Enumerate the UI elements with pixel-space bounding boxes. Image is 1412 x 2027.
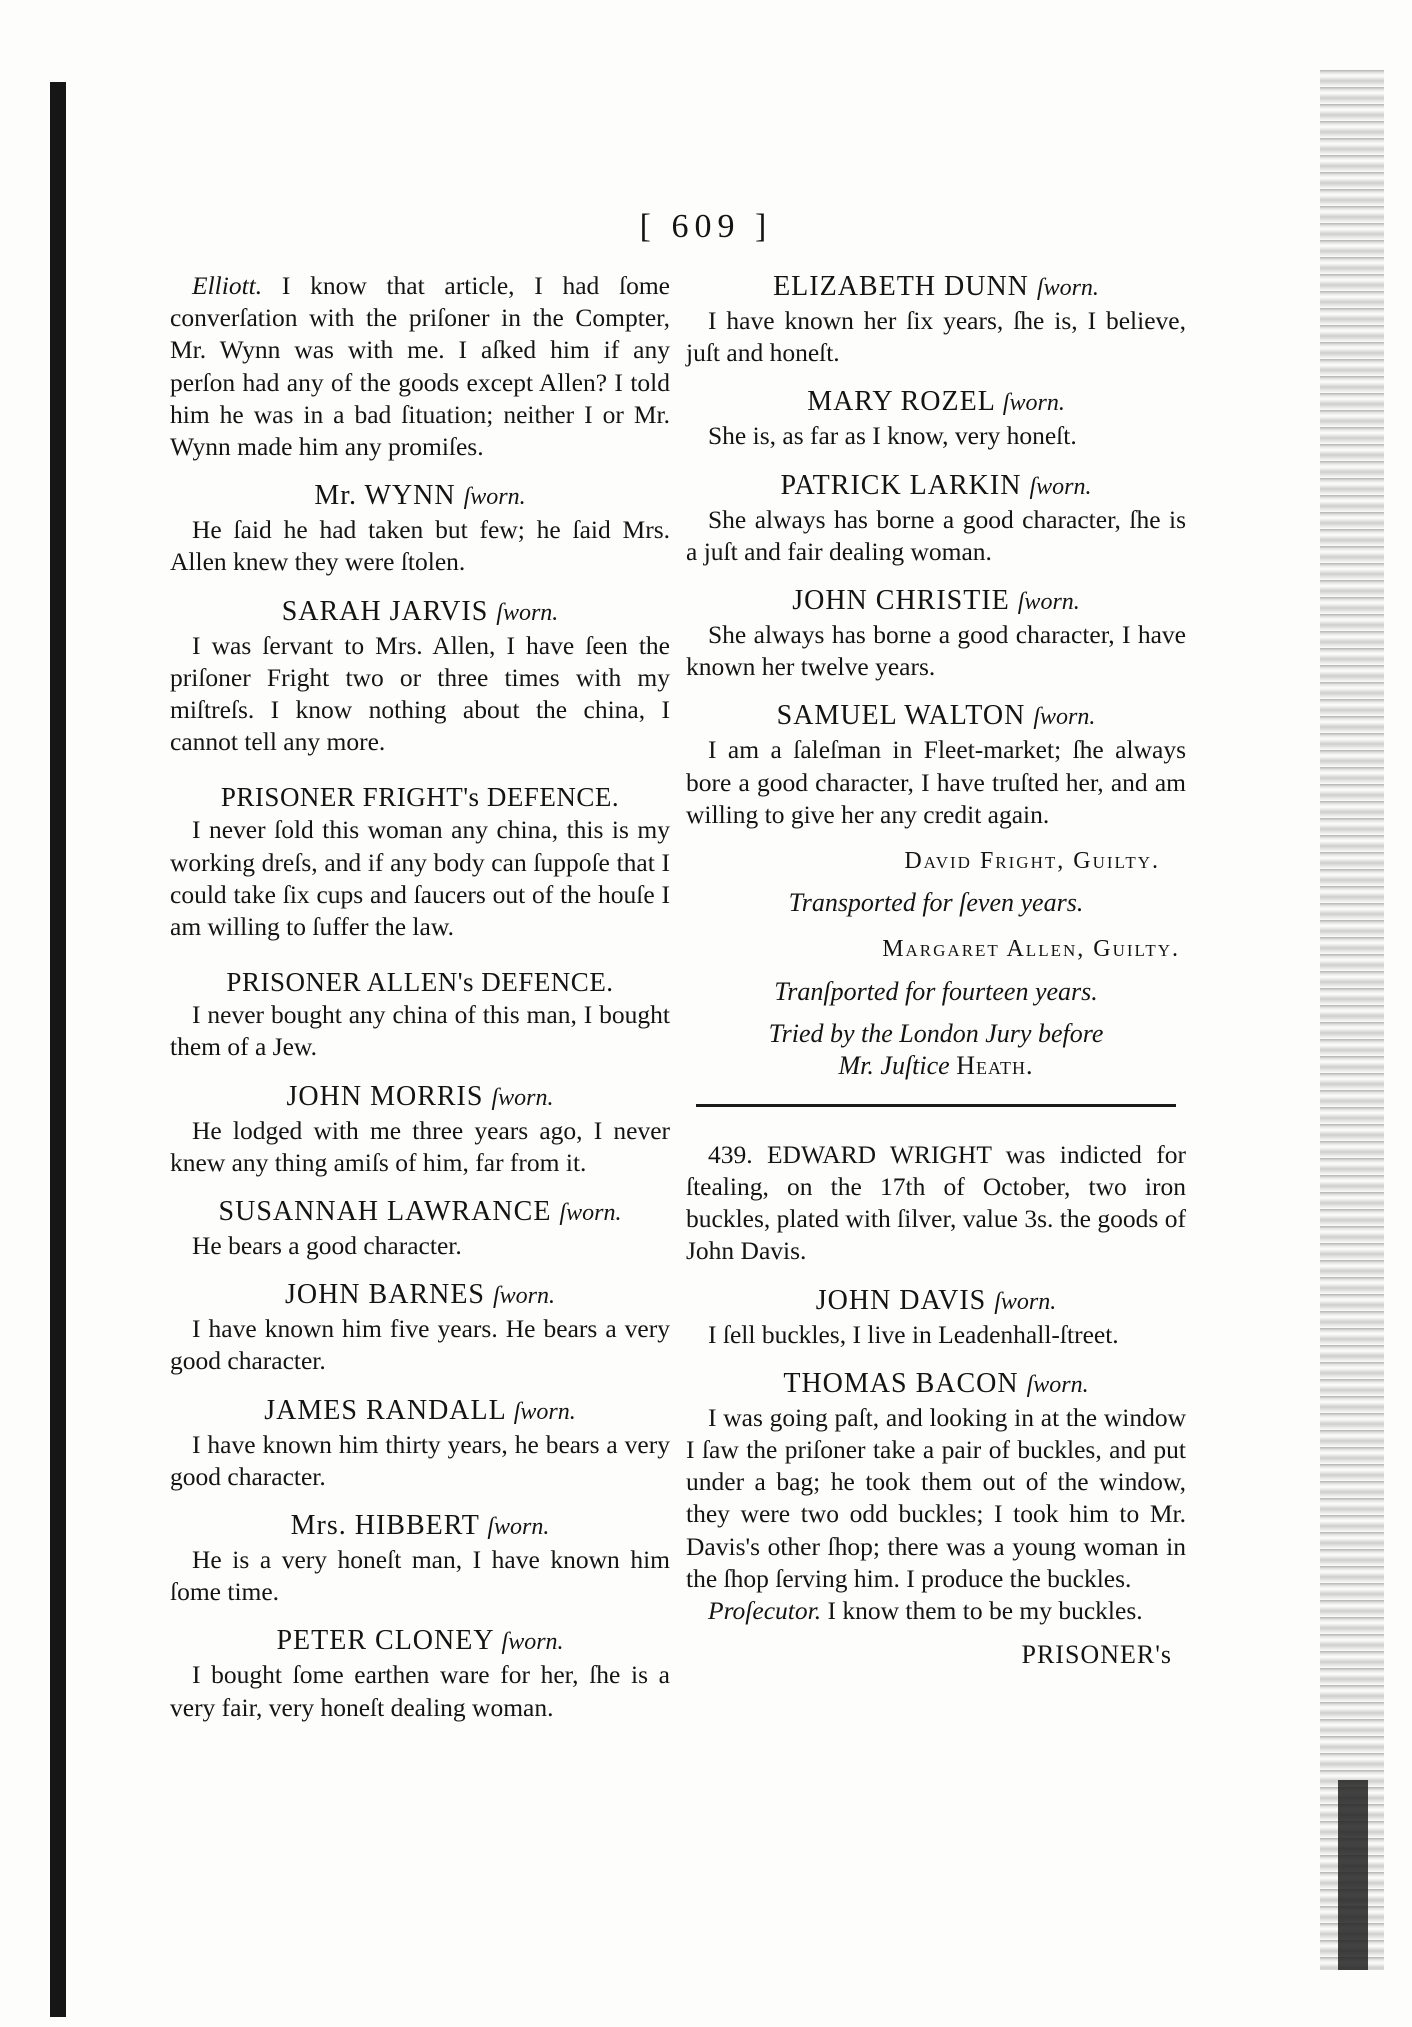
sentence-fright: Transported for ſeven years. [788, 888, 1084, 918]
judge-name: Heath. [956, 1050, 1034, 1080]
witness-heading-davis: JOHN DAVIS ſworn. [815, 1284, 1057, 1316]
witness-heading-hibbert: Mrs. HIBBERT ſworn. [290, 1510, 550, 1542]
speaker-elliott: Elliott. [192, 271, 263, 300]
witness-heading-cloney: PETER CLONEY ſworn. [276, 1625, 564, 1657]
allen-defence-heading: PRISONER ALLEN's DEFENCE. [226, 967, 614, 998]
allen-defence-text: I never bought any china of this man, I bought them of a Jew. [170, 1000, 670, 1062]
walton-testimony: I am a ſaleſman in Fleet-market; ſhe always bore a good character, I have truſted her, and am willing to give her any credit again. [686, 735, 1186, 829]
speaker-prosecutor: Proſecutor. [708, 1596, 822, 1626]
fright-defence-text: I never ſold this woman any china, this is my working dreſs, and if any body can ſuppoſe that I could take ſix cups and ſaucers out of the houſe I am willing to ſuffer the law. [170, 815, 670, 942]
witness-heading-barnes: JOHN BARNES ſworn. [284, 1279, 556, 1311]
tried-by-note [686, 1018, 1186, 1082]
page-scan-edge [1320, 70, 1384, 1970]
verdict-allen: Margaret Allen, Guilty. [882, 936, 1180, 963]
fright-defence-heading: PRISONER FRIGHT's DEFENCE. [220, 782, 620, 813]
catchword: PRISONER's [1021, 1640, 1172, 1670]
case-separator-rule [696, 1104, 1176, 1107]
dunn-testimony: I have known her ſix years, ſhe is, I believe, juſt and honeſt. [686, 306, 1186, 368]
barnes-testimony: I have known him five years. He bears a very good character. [170, 1314, 670, 1376]
page-scan-edge-shadow [1338, 1780, 1368, 1970]
witness-heading-dunn: ELIZABETH DUNN ſworn. [773, 271, 1099, 302]
case-439-indictment: 439. EDWARD WRIGHT was indicted for ſtealing, on the 17th of October, two iron buckles, plated with ſilver, value 3s. the goods of John Davis. [686, 1139, 1186, 1266]
elliott-testimony: Elliott. I know that article, I had ſome converſation with the priſoner in the Compter, Mr. Wynn was with me. I aſked him if any perſon had any of the goods except Allen? I told him he was in a bad ſituation; neither I or Mr. Wynn made him any promiſes. [170, 271, 670, 462]
right-column [686, 270, 1186, 1671]
page-binding-edge [50, 82, 66, 2017]
left-column [170, 270, 670, 1724]
witness-heading-rozel: MARY ROZEL ſworn. [807, 386, 1065, 418]
page-number: [ 609 ] [639, 208, 773, 245]
randall-testimony: I have known him thirty years, he bears a very good character. [170, 1429, 670, 1491]
larkin-testimony: She always has borne a good character, ſhe is a juſt and fair dealing woman. [686, 504, 1186, 566]
bacon-testimony: I was going paſt, and looking in at the window I ſaw the priſoner take a pair of buckles, and put under a bag; he took them out of the window, they were two odd buckles; I took him to Mr. Davis's other ſhop; there was a young woman in the ſhop ſerving him. I produce the buckles. [686, 1402, 1186, 1593]
cloney-testimony: I bought ſome earthen ware for her, ſhe is a very fair, very honeſt dealing woman. [170, 1660, 670, 1722]
morris-testimony: He lodged with me three years ago, I never knew any thing amiſs of him, far from it. [170, 1115, 670, 1177]
witness-heading-lawrance: SUSANNAH LAWRANCE ſworn. [218, 1196, 622, 1228]
witness-heading-wynn: Mr. WYNN ſworn. [314, 480, 526, 512]
rozel-testimony: She is, as far as I know, very honeſt. [708, 421, 1077, 451]
witness-heading-larkin: PATRICK LARKIN ſworn. [780, 469, 1092, 501]
witness-heading-christie: JOHN CHRISTIE ſworn. [792, 585, 1080, 617]
prosecutor-testimony: Proſecutor. I know them to be my buckles. [708, 1596, 1143, 1626]
witness-heading-bacon: THOMAS BACON ſworn. [783, 1367, 1089, 1399]
davis-testimony: I ſell buckles, I live in Leadenhall-ſtreet. [708, 1319, 1119, 1349]
sentence-allen: Tranſported for fourteen years. [774, 976, 1098, 1006]
wynn-testimony: He ſaid he had taken but few; he ſaid Mrs. Allen knew they were ſtolen. [170, 515, 670, 577]
verdict-fright: David Fright, Guilty. [904, 848, 1160, 875]
jarvis-testimony: I was ſervant to Mrs. Allen, I have ſeen the priſoner Fright two or three times with my miſtreſs. I know nothing about the china, I cannot tell any more. [170, 630, 670, 757]
witness-heading-walton: SAMUEL WALTON ſworn. [776, 700, 1096, 732]
witness-heading-randall: JAMES RANDALL ſworn. [264, 1394, 576, 1426]
christie-testimony: She always has borne a good character, I have known her twelve years. [686, 620, 1186, 682]
hibbert-testimony: He is a very honeſt man, I have known him ſome time. [170, 1545, 670, 1607]
lawrance-testimony: He bears a good character. [192, 1231, 462, 1261]
witness-heading-morris: JOHN MORRIS ſworn. [286, 1080, 554, 1112]
tried-line-2: Mr. Juſtice Heath. [838, 1050, 1034, 1080]
tried-line-1: Tried by the London Jury before [768, 1018, 1104, 1048]
witness-heading-jarvis: SARAH JARVIS ſworn. [281, 595, 559, 627]
